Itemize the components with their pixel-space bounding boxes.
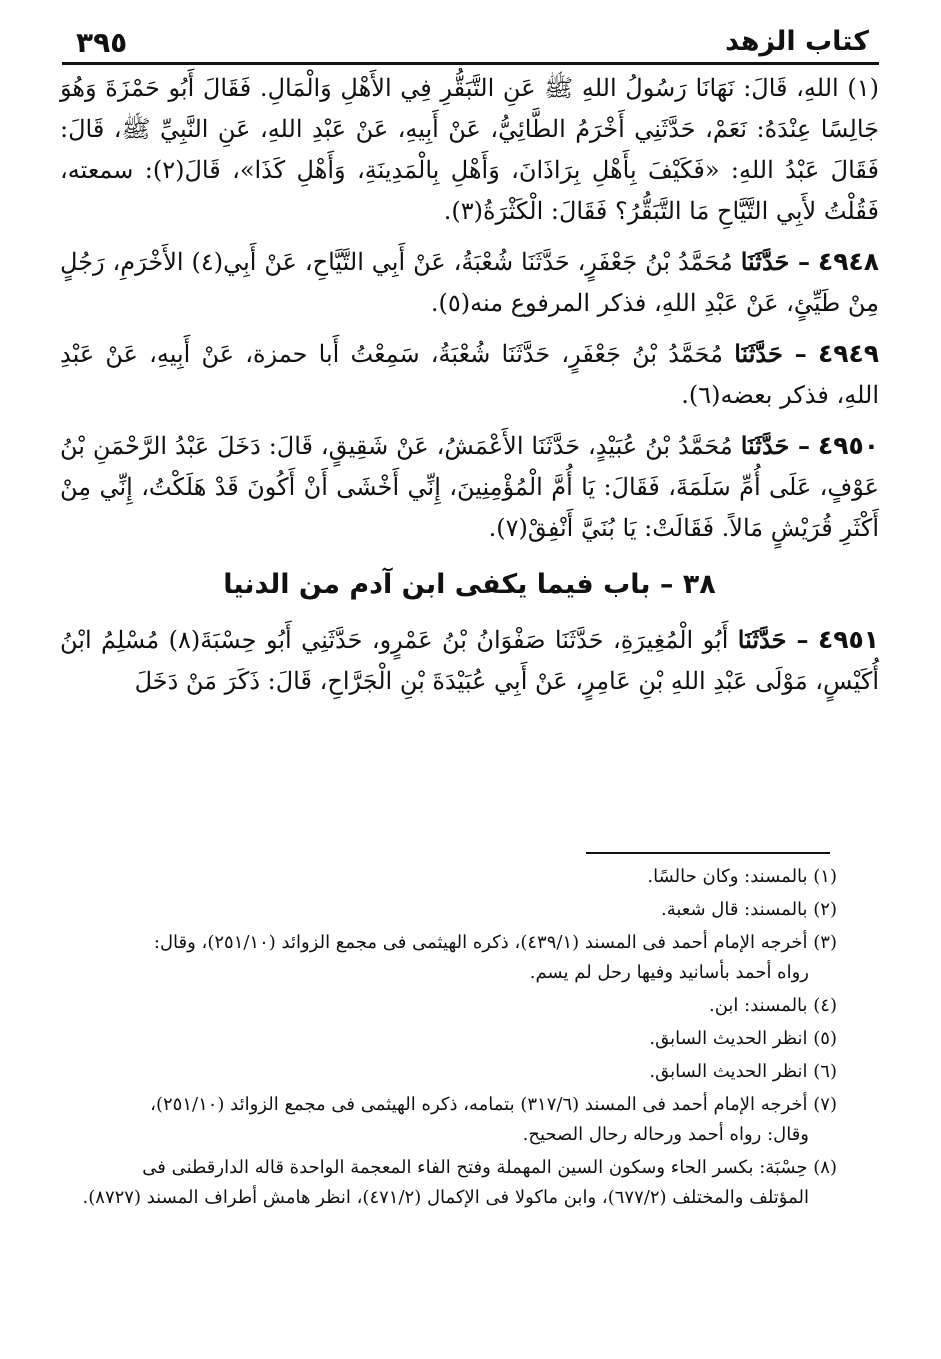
main-text — [60, 68, 879, 711]
footnote-text: (٣) أخرجه الإمام أحمد فى المسند (٤٣٩/١)، ذكره الهيثمى فى مجمع الزوائد (٢٥١/١٠)، وقال: — [153, 932, 837, 953]
hadith-lead: – حَدَّثَنَا — [740, 247, 811, 276]
page-header — [62, 14, 879, 62]
footnote-text: (٨) حِسْبَة: بكسر الحاء وسكون السين المهملة وفتح الفاء المعجمة الواحدة قاله الدارقطنى فى — [142, 1157, 837, 1178]
running-title: كتاب الزهد — [725, 26, 869, 57]
hadith-number: ٤٩٤٨ — [817, 247, 879, 276]
hadith-text: أَبُو الْمُغِيرَةِ، حَدَّثَنَا صَفْوَانُ بْنُ عَمْرٍو، حَدَّثَنِي أَبُو حِسْبَةَ(٨) مُسْلِمُ ابْنُ أُكَيْسٍ، مَوْلَى عَبْدِ اللهِ بْنِ عَامِرٍ، عَنْ أَبِي عُبَيْدَةَ بْنِ الْجَرَّاحِ، قَالَ: ذَكَرَ مَنْ دَخَلَ — [60, 626, 879, 695]
hadith-number: ٤٩٥٠ — [817, 431, 879, 460]
footnote-6: (٦) انظر الحديث السابق. — [649, 1061, 837, 1082]
hadith-4951 — [60, 619, 879, 702]
hadith-number: ٤٩٤٩ — [817, 339, 879, 368]
hadith-text: مُحَمَّدُ بْنُ جَعْفَرٍ، حَدَّثَنَا شُعْبَةُ، سَمِعْتُ أَبا حمزة، عَنْ أَبِيهِ، عَنْ عَبْدِ اللهِ، فذكر بعضه(٦). — [60, 340, 879, 409]
page-number: ٣٩٥ — [76, 26, 128, 59]
footnote-5: (٥) انظر الحديث السابق. — [649, 1028, 837, 1049]
footnote-4: (٤) بالمسند: ابن. — [709, 995, 837, 1016]
hadith-4948 — [60, 241, 879, 324]
footnote-7 — [66, 1090, 837, 1150]
hadith-lead: – حَدَّثَنَا — [737, 625, 809, 654]
footnote-text: (٧) أخرجه الإمام أحمد فى المسند (٣١٧/٦) بتمامه، ذكره الهيثمى فى مجمع الزوائد (٢٥١/١٠)، — [150, 1094, 837, 1115]
footnote-separator — [586, 852, 830, 854]
footnote-continuation: وقال: رواه أحمد ورحاله رحال الصحيح. — [522, 1124, 809, 1145]
header-rule — [62, 62, 879, 65]
hadith-4950 — [60, 425, 879, 549]
footnote-8 — [66, 1153, 837, 1213]
hadith-text: مُحَمَّدُ بْنُ جَعْفَرٍ، حَدَّثَنَا شُعْبَةُ، عَنْ أَبِي التَّيَّاحِ، عَنْ أَبِي(٤) الأَخْرَمِ، رَجُلٍ مِنْ طَيِّئٍ، عَنْ عَبْدِ اللهِ، فذكر المرفوع منه(٥). — [60, 248, 879, 317]
paragraph-text: (١) اللهِ، قَالَ: نَهَانَا رَسُولُ اللهِ ﷺ عَنِ التَّبَقُّرِ فِي الأَهْلِ وَالْمَالِ. فَقَالَ أَبُو حَمْزَةَ وَهُوَ جَالِسًا عِنْدَهُ: نَعَمْ، حَدَّثَنِي أَخْرَمُ الطَّائِيُّ، عَنْ أَبِيهِ، عَنْ عَبْدِ اللهِ، عَنِ النَّبِيِّ ﷺ، قَالَ: فَقَالَ عَبْدُ اللهِ: «فَكَيْفَ بِأَهْلِ بِرَاذَانَ، وَأَهْلِ بِالْمَدِينَةِ، وَأَهْلِ كَذَا»، قَالَ(٢): سمعته، فَقُلْتُ لأَبِي التَّيَّاحِ مَا التَّبَقُّرُ؟ فَقَالَ: الْكَثْرَةُ(٣). — [60, 74, 879, 225]
footnote-continuation: المؤتلف والمختلف (٦٧٧/٢)، وابن ماكولا فى الإكمال (٤٧١/٢)، انظر هامش أطراف المسند (٨٧٢٧). — [82, 1187, 809, 1208]
hadith-lead: – حَدَّثَنَا — [740, 431, 811, 460]
hadith-number: ٤٩٥١ — [817, 625, 879, 654]
hadith-text: مُحَمَّدُ بْنُ عُبَيْدٍ، حَدَّثَنَا الأَعْمَشُ، عَنْ شَقِيقٍ، قَالَ: دَخَلَ عَبْدُ الرَّحْمَنِ بْنُ عَوْفٍ، عَلَى أُمِّ سَلَمَةَ، فَقَالَ: يَا أُمَّ الْمُؤْمِنِينَ، إِنِّي أَخْشَى أَنْ أَكُونَ قَدْ هَلَكْتُ، إِنِّي مِنْ أَكْثَرِ قُرَيْشٍ مَالاً. فَقَالَتْ: يَا بُنَيَّ أَنْفِقْ(٧). — [60, 432, 879, 542]
footnote-3 — [66, 928, 837, 988]
footnote-1: (١) بالمسند: وكان حالسًا. — [647, 866, 837, 887]
hadith-4949 — [60, 333, 879, 416]
footnotes — [66, 862, 837, 1216]
footnote-2: (٢) بالمسند: قال شعبة. — [660, 899, 837, 920]
footnote-continuation: رواه أحمد بأسانيد وفيها رحل لم يسم. — [529, 962, 809, 983]
chapter-heading: ٣٨ – باب فيما يكفى ابن آدم من الدنيا — [223, 569, 716, 600]
paragraph-continuation — [60, 68, 879, 232]
hadith-lead: – حَدَّثَنَا — [734, 339, 807, 368]
